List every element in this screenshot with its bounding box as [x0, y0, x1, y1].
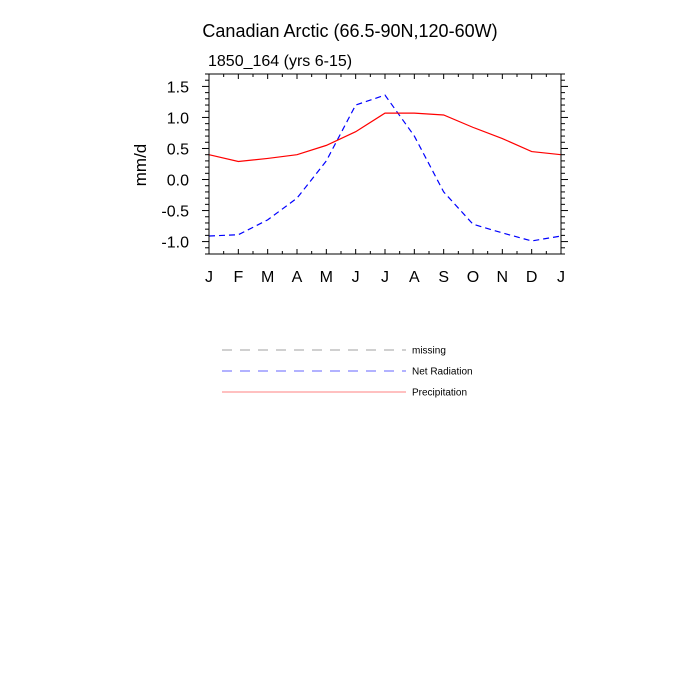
y-tick-label: 0.0 — [166, 172, 189, 190]
series-line-precipitation — [209, 113, 561, 161]
series-line-net-radiation — [209, 95, 561, 241]
x-tick-label: N — [496, 269, 509, 286]
x-tick-label: A — [291, 269, 303, 286]
x-tick-label: O — [466, 269, 480, 286]
y-tick-label: -1.0 — [161, 234, 189, 252]
legend — [222, 346, 473, 399]
x-tick-label: J — [557, 269, 565, 286]
legend-label-precipitation: Precipitation — [412, 387, 468, 399]
x-tick-label: J — [351, 269, 360, 286]
x-tick-label: D — [525, 269, 538, 286]
x-tick-label: M — [319, 269, 333, 286]
y-tick-label: -0.5 — [161, 203, 189, 221]
x-tick-label: M — [261, 269, 275, 286]
legend-label-missing: missing — [412, 345, 446, 357]
x-tick-label: J — [381, 269, 389, 286]
y-tick-label: 0.5 — [166, 141, 189, 159]
y-tick-label: 1.0 — [166, 110, 189, 128]
chart-title: Canadian Arctic (66.5-90N,120-60W) — [202, 21, 498, 41]
plot-frame — [209, 74, 561, 254]
x-tick-label: A — [408, 269, 420, 286]
y-tick-label: 1.5 — [166, 79, 189, 97]
legend-label-net-radiation: Net Radiation — [412, 366, 473, 378]
y-axis-label: mm/d — [131, 143, 150, 187]
x-tick-label: S — [438, 269, 450, 286]
x-tick-label: F — [233, 269, 244, 286]
chart-subtitle: 1850_164 (yrs 6-15) — [208, 53, 353, 70]
x-tick-label: J — [205, 269, 213, 286]
plot-area — [161, 74, 568, 286]
